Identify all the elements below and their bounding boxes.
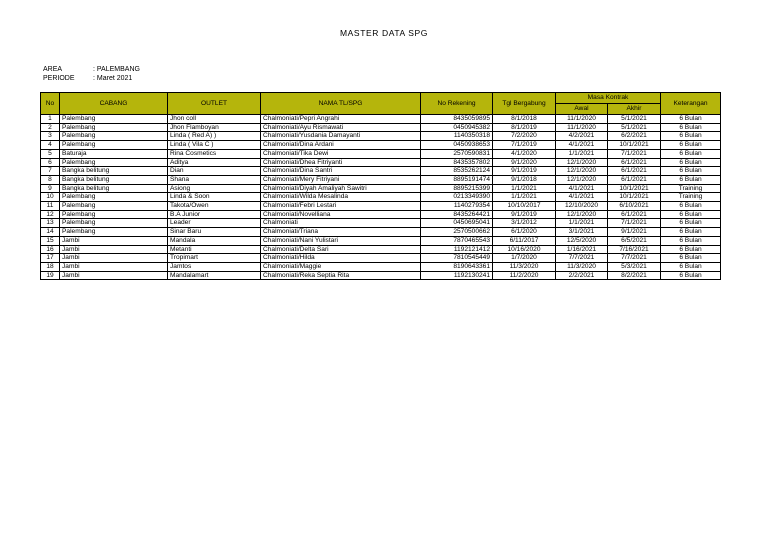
header-no: No bbox=[41, 93, 60, 115]
row-no: 1 bbox=[41, 115, 60, 124]
header-tgl-bergabung: Tgl Bergabung bbox=[493, 93, 556, 115]
table-row bbox=[41, 158, 721, 167]
row-no: 3 bbox=[41, 132, 60, 141]
row-nama: Chalmoniati/Nani Yulistari bbox=[261, 236, 421, 245]
row-rekening: 2570590831 bbox=[421, 149, 493, 158]
row-nama: Chalmoniati/Ayu Rismawati bbox=[261, 123, 421, 132]
row-no: 18 bbox=[41, 262, 60, 271]
table-row bbox=[41, 115, 721, 124]
row-awal: 4/1/2021 bbox=[556, 141, 608, 150]
row-outlet: Jhon Flamboyan bbox=[168, 123, 261, 132]
row-cabang: Palembang bbox=[60, 123, 168, 132]
row-nama: Chalmoniati/Triana bbox=[261, 228, 421, 237]
row-nama: Chalmoniati/Delta Sari bbox=[261, 245, 421, 254]
row-outlet: Rina Cosmetics bbox=[168, 149, 261, 158]
row-nama: Chalmoniati/Diyah Amaliyah Sawitri bbox=[261, 184, 421, 193]
table-row bbox=[41, 254, 721, 263]
row-cabang: Bangka belitung bbox=[60, 167, 168, 176]
row-keterangan: 6 Bulan bbox=[661, 202, 721, 211]
row-nama: Chalmoniati/Maggie bbox=[261, 262, 421, 271]
row-awal: 4/1/2021 bbox=[556, 184, 608, 193]
row-tgl-bergabung: 8/1/2018 bbox=[493, 115, 556, 124]
row-cabang: Palembang bbox=[60, 210, 168, 219]
row-outlet: Asiong bbox=[168, 184, 261, 193]
row-outlet: Jamtos bbox=[168, 262, 261, 271]
row-no: 6 bbox=[41, 158, 60, 167]
row-no: 15 bbox=[41, 236, 60, 245]
row-akhir: 6/1/2021 bbox=[608, 167, 661, 176]
row-awal: 1/1/2021 bbox=[556, 219, 608, 228]
row-keterangan: 6 Bulan bbox=[661, 123, 721, 132]
row-tgl-bergabung: 11/2/2020 bbox=[493, 271, 556, 280]
row-tgl-bergabung: 7/1/2019 bbox=[493, 141, 556, 150]
row-nama: Chalmoniati/Tika Dewi bbox=[261, 149, 421, 158]
row-outlet: Leader bbox=[168, 219, 261, 228]
row-awal: 2/2/2021 bbox=[556, 271, 608, 280]
row-awal: 1/1/2021 bbox=[556, 149, 608, 158]
row-rekening: 1140279354 bbox=[421, 202, 493, 211]
row-cabang: Palembang bbox=[60, 158, 168, 167]
row-tgl-bergabung: 8/1/2019 bbox=[493, 123, 556, 132]
row-akhir: 10/1/2021 bbox=[608, 141, 661, 150]
row-akhir: 5/1/2021 bbox=[608, 115, 661, 124]
row-cabang: Jambi bbox=[60, 254, 168, 263]
row-awal: 12/1/2020 bbox=[556, 175, 608, 184]
row-nama: Chalmoniati/Novelliana bbox=[261, 210, 421, 219]
row-tgl-bergabung: 1/1/2021 bbox=[493, 184, 556, 193]
row-awal: 12/1/2020 bbox=[556, 167, 608, 176]
row-awal: 4/2/2021 bbox=[556, 132, 608, 141]
table-row bbox=[41, 202, 721, 211]
row-keterangan: 6 Bulan bbox=[661, 210, 721, 219]
row-awal: 1/16/2021 bbox=[556, 245, 608, 254]
table-row bbox=[41, 262, 721, 271]
row-rekening: 8435264421 bbox=[421, 210, 493, 219]
header-nama: NAMA TL/SPG bbox=[261, 93, 421, 115]
header-cabang: CABANG bbox=[60, 93, 168, 115]
row-nama: Chalmoniati/Wilda Mesalinda bbox=[261, 193, 421, 202]
row-keterangan: 6 Bulan bbox=[661, 115, 721, 124]
row-tgl-bergabung: 9/1/2019 bbox=[493, 210, 556, 219]
row-no: 7 bbox=[41, 167, 60, 176]
table-row bbox=[41, 271, 721, 280]
row-rekening: 8435059895 bbox=[421, 115, 493, 124]
row-rekening: 8435357802 bbox=[421, 158, 493, 167]
row-awal: 3/1/2021 bbox=[556, 228, 608, 237]
row-outlet: Takota/Owen bbox=[168, 202, 261, 211]
table-row bbox=[41, 245, 721, 254]
row-no: 10 bbox=[41, 193, 60, 202]
header-keterangan: Keterangan bbox=[661, 93, 721, 115]
row-keterangan: Training bbox=[661, 184, 721, 193]
area-line bbox=[43, 65, 140, 74]
row-cabang: Palembang bbox=[60, 141, 168, 150]
row-awal: 11/1/2020 bbox=[556, 115, 608, 124]
row-rekening: 8190643361 bbox=[421, 262, 493, 271]
table-row bbox=[41, 184, 721, 193]
row-rekening: 8895191474 bbox=[421, 175, 493, 184]
row-no: 17 bbox=[41, 254, 60, 263]
row-akhir: 7/1/2021 bbox=[608, 219, 661, 228]
table-row bbox=[41, 175, 721, 184]
row-akhir: 7/16/2021 bbox=[608, 245, 661, 254]
row-nama: Chalmoniati/Pepri Angrahi bbox=[261, 115, 421, 124]
row-rekening: 0450695041 bbox=[421, 219, 493, 228]
row-no: 5 bbox=[41, 149, 60, 158]
row-tgl-bergabung: 10/10/2017 bbox=[493, 202, 556, 211]
table-row bbox=[41, 219, 721, 228]
row-awal: 11/3/2020 bbox=[556, 262, 608, 271]
row-nama: Chalmoniati/Dina Santri bbox=[261, 167, 421, 176]
row-cabang: Baturaja bbox=[60, 149, 168, 158]
row-outlet: Aditya bbox=[168, 158, 261, 167]
row-nama: Chalmoniati bbox=[261, 219, 421, 228]
table-row bbox=[41, 123, 721, 132]
row-tgl-bergabung: 11/3/2020 bbox=[493, 262, 556, 271]
header-masa-kontrak: Masa Kontrak bbox=[556, 93, 661, 104]
row-outlet: Sinar Baru bbox=[168, 228, 261, 237]
row-akhir: 7/1/2021 bbox=[608, 149, 661, 158]
periode-value: : Maret 2021 bbox=[93, 75, 133, 82]
row-outlet: Tropimart bbox=[168, 254, 261, 263]
table-row bbox=[41, 210, 721, 219]
row-tgl-bergabung: 10/16/2020 bbox=[493, 245, 556, 254]
row-cabang: Palembang bbox=[60, 115, 168, 124]
row-cabang: Bangka belitung bbox=[60, 175, 168, 184]
row-akhir: 6/1/2021 bbox=[608, 175, 661, 184]
periode-label: PERIODE bbox=[43, 75, 75, 82]
row-outlet: Dian bbox=[168, 167, 261, 176]
row-awal: 12/1/2020 bbox=[556, 158, 608, 167]
row-akhir: 9/1/2021 bbox=[608, 228, 661, 237]
row-nama: Chalmoniati/Hilda bbox=[261, 254, 421, 263]
row-cabang: Jambi bbox=[60, 271, 168, 280]
row-akhir: 8/2/2021 bbox=[608, 271, 661, 280]
area-label: AREA bbox=[43, 66, 63, 73]
table-row bbox=[41, 132, 721, 141]
row-awal: 12/10/2020 bbox=[556, 202, 608, 211]
row-tgl-bergabung: 9/1/2018 bbox=[493, 175, 556, 184]
row-keterangan: 6 Bulan bbox=[661, 167, 721, 176]
row-rekening: 0213349390 bbox=[421, 193, 493, 202]
row-cabang: Jambi bbox=[60, 245, 168, 254]
row-outlet: Shana bbox=[168, 175, 261, 184]
row-tgl-bergabung: 9/1/2019 bbox=[493, 167, 556, 176]
row-no: 12 bbox=[41, 210, 60, 219]
row-rekening: 1192130241 bbox=[421, 271, 493, 280]
row-keterangan: 6 Bulan bbox=[661, 254, 721, 263]
row-keterangan: 6 Bulan bbox=[661, 271, 721, 280]
row-akhir: 6/5/2021 bbox=[608, 236, 661, 245]
row-akhir: 6/1/2021 bbox=[608, 210, 661, 219]
row-akhir: 6/10/2021 bbox=[608, 202, 661, 211]
row-nama: Chalmoniati/Dina Ardani bbox=[261, 141, 421, 150]
row-no: 16 bbox=[41, 245, 60, 254]
row-cabang: Palembang bbox=[60, 202, 168, 211]
row-keterangan: 6 Bulan bbox=[661, 236, 721, 245]
row-rekening: 8895215399 bbox=[421, 184, 493, 193]
row-akhir: 7/7/2021 bbox=[608, 254, 661, 263]
row-rekening: 8535262124 bbox=[421, 167, 493, 176]
row-cabang: Palembang bbox=[60, 193, 168, 202]
row-no: 4 bbox=[41, 141, 60, 150]
row-rekening: 2570500662 bbox=[421, 228, 493, 237]
row-rekening: 1140350318 bbox=[421, 132, 493, 141]
row-tgl-bergabung: 1/7/2020 bbox=[493, 254, 556, 263]
header-awal: Awal bbox=[556, 104, 608, 115]
row-rekening: 0450938653 bbox=[421, 141, 493, 150]
table-row bbox=[41, 149, 721, 158]
row-no: 2 bbox=[41, 123, 60, 132]
row-no: 13 bbox=[41, 219, 60, 228]
row-nama: Chalmoniati/Mery Fitriyani bbox=[261, 175, 421, 184]
row-cabang: Palembang bbox=[60, 132, 168, 141]
row-nama: Chalmoniati/Febri Lestari bbox=[261, 202, 421, 211]
row-cabang: Palembang bbox=[60, 228, 168, 237]
page-title: MASTER DATA SPG bbox=[339, 28, 429, 38]
row-keterangan: 6 Bulan bbox=[661, 262, 721, 271]
row-outlet: Mandala bbox=[168, 236, 261, 245]
row-tgl-bergabung: 1/1/2021 bbox=[493, 193, 556, 202]
row-nama: Chalmoniati/Yusdania Damayanti bbox=[261, 132, 421, 141]
row-outlet: Linda & Soon bbox=[168, 193, 261, 202]
header-akhir: Akhir bbox=[608, 104, 661, 115]
table-row bbox=[41, 167, 721, 176]
row-outlet: Linda ( Vila C ) bbox=[168, 141, 261, 150]
row-awal: 11/1/2020 bbox=[556, 123, 608, 132]
table-row bbox=[41, 236, 721, 245]
area-value: : PALEMBANG bbox=[93, 66, 140, 73]
row-rekening: 7810545449 bbox=[421, 254, 493, 263]
spg-table bbox=[40, 92, 721, 280]
row-akhir: 10/1/2021 bbox=[608, 193, 661, 202]
row-tgl-bergabung: 6/11/2017 bbox=[493, 236, 556, 245]
row-awal: 12/5/2020 bbox=[556, 236, 608, 245]
row-outlet: Linda ( Red A) ) bbox=[168, 132, 261, 141]
row-cabang: Jambi bbox=[60, 236, 168, 245]
row-rekening: 7870465543 bbox=[421, 236, 493, 245]
row-keterangan: 6 Bulan bbox=[661, 149, 721, 158]
row-keterangan: 6 Bulan bbox=[661, 158, 721, 167]
row-keterangan: 6 Bulan bbox=[661, 245, 721, 254]
row-no: 19 bbox=[41, 271, 60, 280]
row-nama: Chalmoniati/Dhea Fitriyanti bbox=[261, 158, 421, 167]
row-cabang: Palembang bbox=[60, 219, 168, 228]
row-akhir: 5/3/2021 bbox=[608, 262, 661, 271]
row-akhir: 6/2/2021 bbox=[608, 132, 661, 141]
row-keterangan: 6 Bulan bbox=[661, 141, 721, 150]
row-no: 14 bbox=[41, 228, 60, 237]
header-outlet: OUTLET bbox=[168, 93, 261, 115]
row-nama: Chalmoniati/Reka Septia Rita bbox=[261, 271, 421, 280]
row-keterangan: 6 Bulan bbox=[661, 228, 721, 237]
row-keterangan: 6 Bulan bbox=[661, 175, 721, 184]
row-keterangan: 6 Bulan bbox=[661, 132, 721, 141]
table-row bbox=[41, 228, 721, 237]
table-row bbox=[41, 193, 721, 202]
row-no: 11 bbox=[41, 202, 60, 211]
row-awal: 4/1/2021 bbox=[556, 193, 608, 202]
row-tgl-bergabung: 9/1/2020 bbox=[493, 158, 556, 167]
periode-line bbox=[43, 74, 132, 83]
row-outlet: Metanti bbox=[168, 245, 261, 254]
row-keterangan: Training bbox=[661, 193, 721, 202]
table-row bbox=[41, 141, 721, 150]
row-outlet: Mandalamart bbox=[168, 271, 261, 280]
row-cabang: Bangka belitung bbox=[60, 184, 168, 193]
row-akhir: 5/1/2021 bbox=[608, 123, 661, 132]
row-awal: 7/7/2021 bbox=[556, 254, 608, 263]
row-tgl-bergabung: 6/1/2020 bbox=[493, 228, 556, 237]
row-tgl-bergabung: 4/1/2020 bbox=[493, 149, 556, 158]
row-no: 9 bbox=[41, 184, 60, 193]
row-tgl-bergabung: 3/1/2012 bbox=[493, 219, 556, 228]
row-rekening: 0450945382 bbox=[421, 123, 493, 132]
row-no: 8 bbox=[41, 175, 60, 184]
row-akhir: 10/1/2021 bbox=[608, 184, 661, 193]
row-tgl-bergabung: 7/2/2020 bbox=[493, 132, 556, 141]
row-cabang: Jambi bbox=[60, 262, 168, 271]
row-rekening: 1192121412 bbox=[421, 245, 493, 254]
header-rekening: No Rekening bbox=[421, 93, 493, 115]
row-keterangan: 6 Bulan bbox=[661, 219, 721, 228]
row-akhir: 6/1/2021 bbox=[608, 158, 661, 167]
row-outlet: Jhon coll bbox=[168, 115, 261, 124]
row-awal: 12/1/2020 bbox=[556, 210, 608, 219]
row-outlet: B.A Junior bbox=[168, 210, 261, 219]
